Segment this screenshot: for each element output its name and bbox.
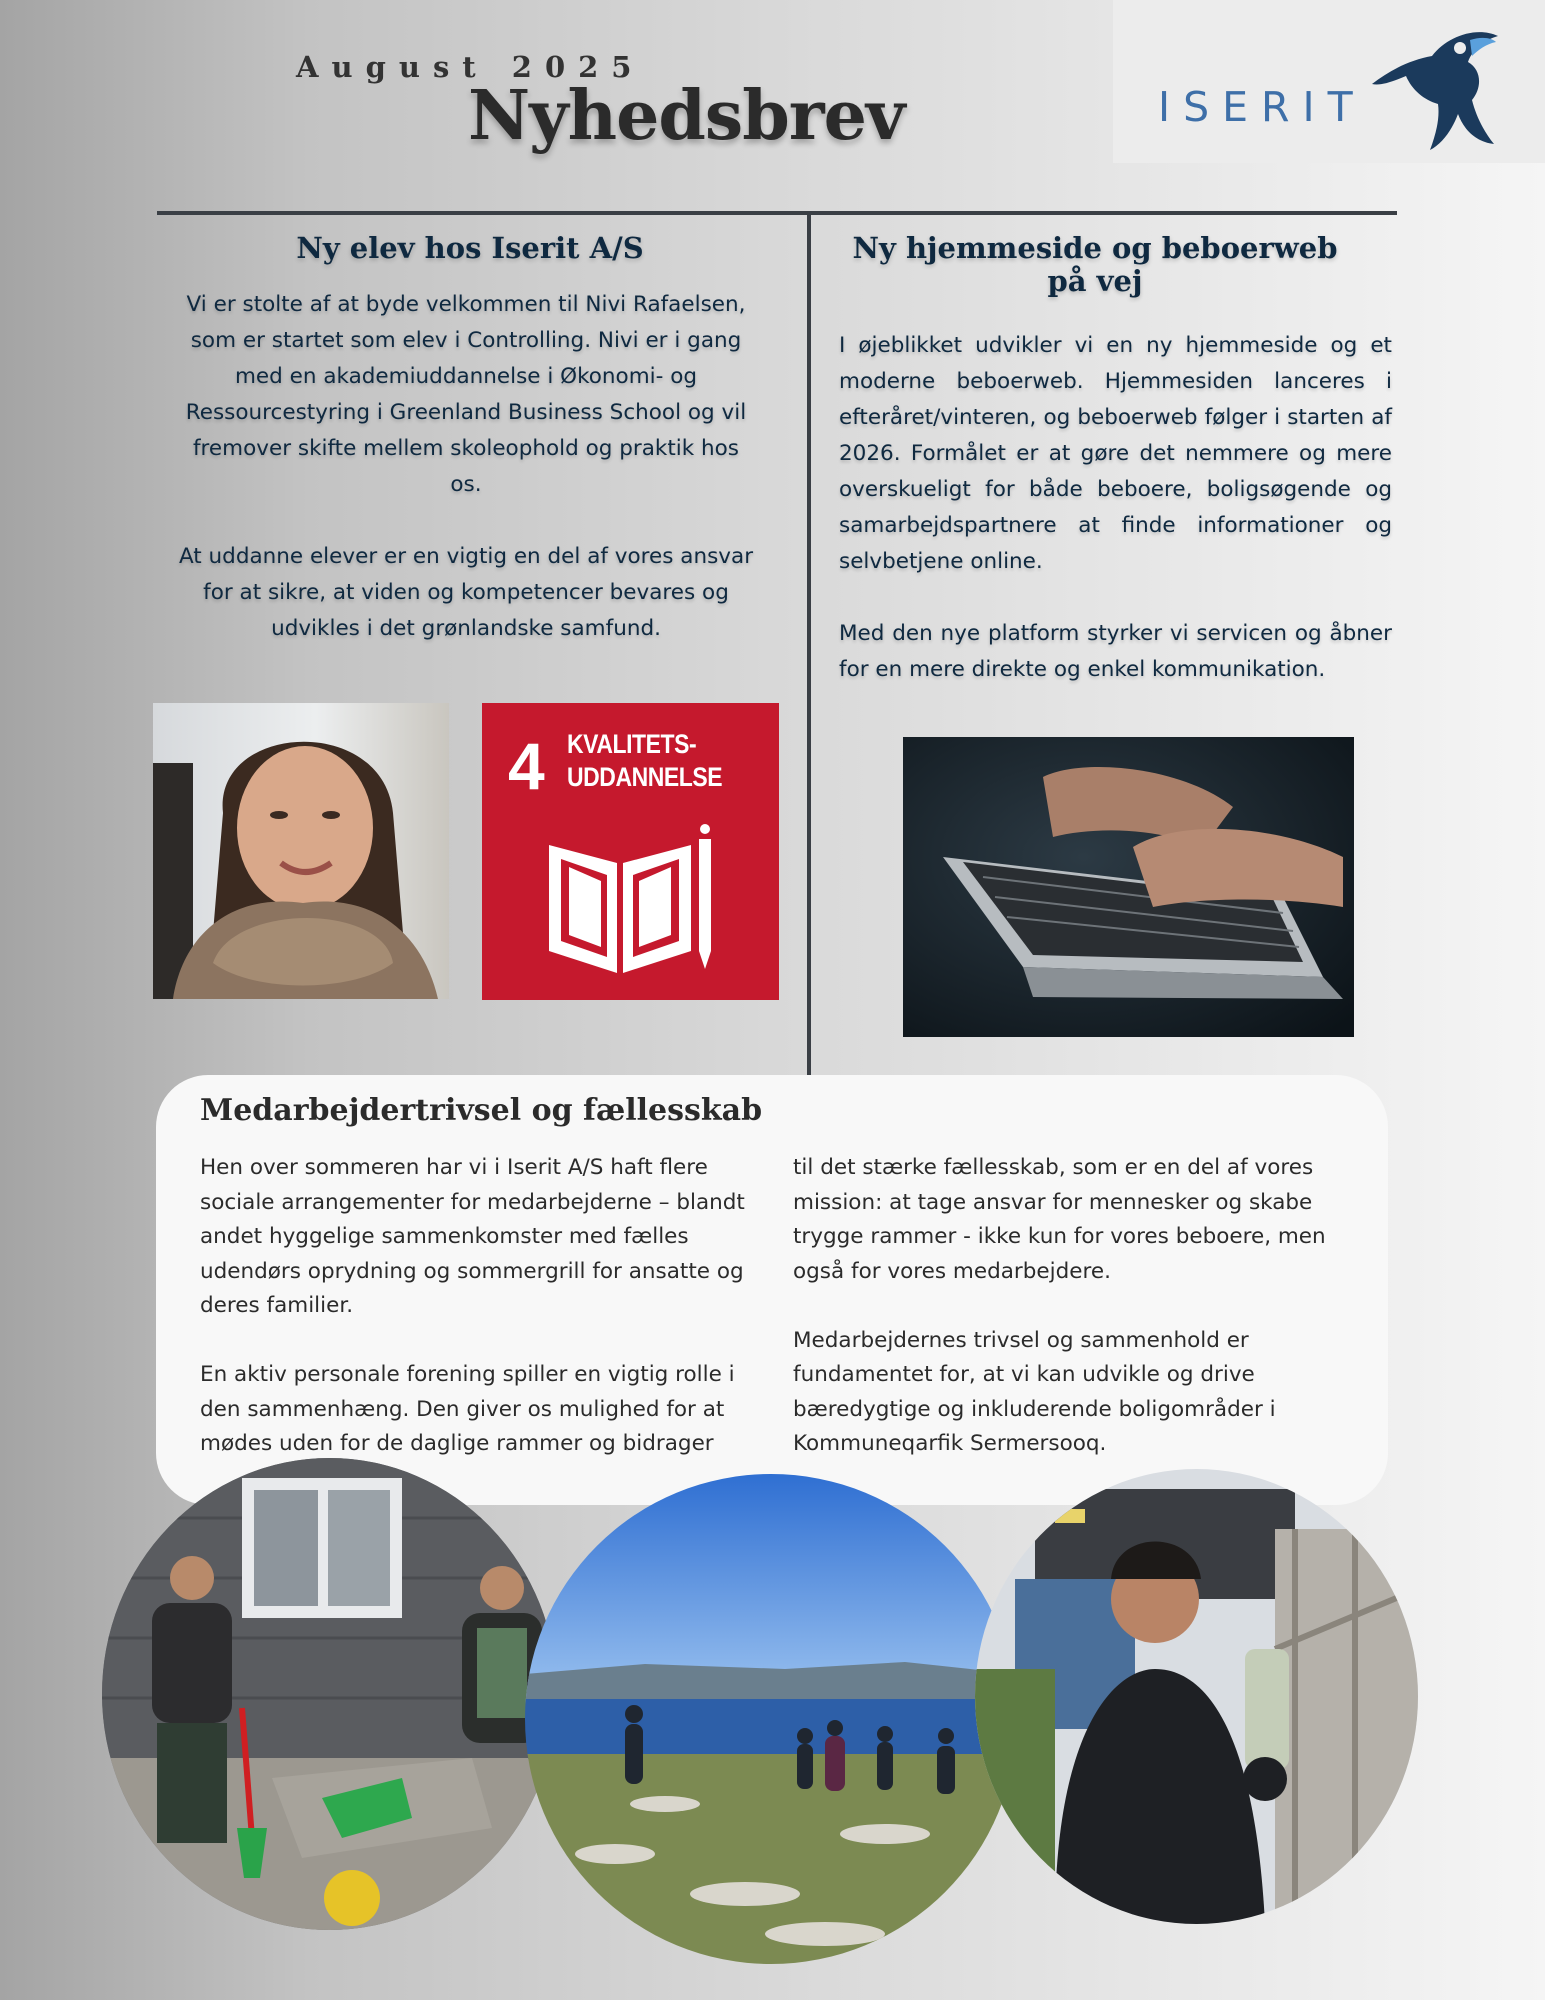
- right-heading: [830, 232, 1360, 299]
- left-heading: Ny elev hos Iserit A/S: [296, 231, 644, 265]
- right-heading-line-1: Ny hjemmeside og beboerweb: [852, 231, 1338, 265]
- top-divider: [157, 211, 1397, 215]
- right-paragraph-1: I øjeblikket udvikler vi en ny hjemmeside og et moderne beboerweb. Hjemmesiden lanceres i efteråret/vinteren, og beboerweb følger i starten af 2026. Formålet er at gøre det nemmere og mere overskueligt for både beboere, boligsøgende og samarbejdspartnere at finde informationer og selvbetjene online.: [839, 333, 1392, 574]
- cleanup-photo: [102, 1458, 557, 1930]
- wellbeing-heading: Medarbejdertrivsel og fællesskab: [200, 1093, 763, 1128]
- wellbeing-paragraph-3: til det stærke fællesskab, som er en del af vores mission: at tage ansvar for mennesker og skabe trygge rammer - ikke kun for vores beboere, men også for vores medarbejdere.: [793, 1155, 1326, 1284]
- column-divider: [807, 213, 811, 1075]
- shoreline-photo: [525, 1474, 1017, 1964]
- wellbeing-paragraph-2: En aktiv personale forening spiller en vigtig rolle i den sammenhæng. Den giver os mulighed for at mødes uden for de daglige rammer og bidrager: [200, 1362, 735, 1456]
- sdg-number: 4: [508, 729, 545, 803]
- sdg-label-line-2: UDDANNELSE: [567, 762, 723, 792]
- sdg-label: [567, 728, 722, 794]
- volunteer-photo: [975, 1469, 1418, 1924]
- portrait-photo: [153, 703, 449, 999]
- sdg-4-tile: [482, 703, 779, 1000]
- left-paragraph-2: At uddanne elever er en vigtig en del af vores ansvar for at sikre, at viden og kompetencer bevares og udvikles i det grønlandske samfund.: [178, 544, 754, 641]
- right-heading-line-2: på vej: [1047, 264, 1143, 299]
- right-article: [839, 328, 1392, 688]
- book-pencil-icon: [547, 823, 717, 973]
- sdg-label-line-1: KVALITETS-: [567, 729, 697, 759]
- wellbeing-paragraph-4: Medarbejdernes trivsel og sammenhold er fundamentet for, at vi kan udvikle og drive bæredygtige og inkluderende boligområder i Kommuneqarfik Sermersooq.: [793, 1327, 1276, 1456]
- iserit-logo-icon: [1372, 26, 1500, 154]
- wellbeing-paragraph-1: Hen over sommeren har vi i Iserit A/S haft flere sociale arrangementer for medarbejderne – blandt andet hyggelige sammenkomster med fælles udendørs oprydning og sommergrill for ansatte og deres familier.: [200, 1155, 745, 1318]
- wellbeing-left-column: [200, 1151, 765, 1462]
- logo-wordmark: ISERIT: [1158, 83, 1366, 131]
- newsletter-month: August 2025: [296, 50, 645, 84]
- left-article: [176, 287, 756, 647]
- newsletter-title: Nyhedsbrev: [468, 76, 905, 156]
- wellbeing-right-column: [793, 1151, 1358, 1462]
- right-paragraph-2: Med den nye platform styrker vi servicen og åbner for en mere direkte og enkel kommunikation.: [839, 621, 1392, 682]
- laptop-photo: [903, 737, 1354, 1037]
- left-paragraph-1: Vi er stolte af at byde velkommen til Nivi Rafaelsen, som er startet som elev i Controlling. Nivi er i gang med en akademiuddannelse i Økonomi- og Ressourcestyring i Greenland Business School og vil fremover skifte mellem skoleophold og praktik hos os.: [185, 292, 747, 497]
